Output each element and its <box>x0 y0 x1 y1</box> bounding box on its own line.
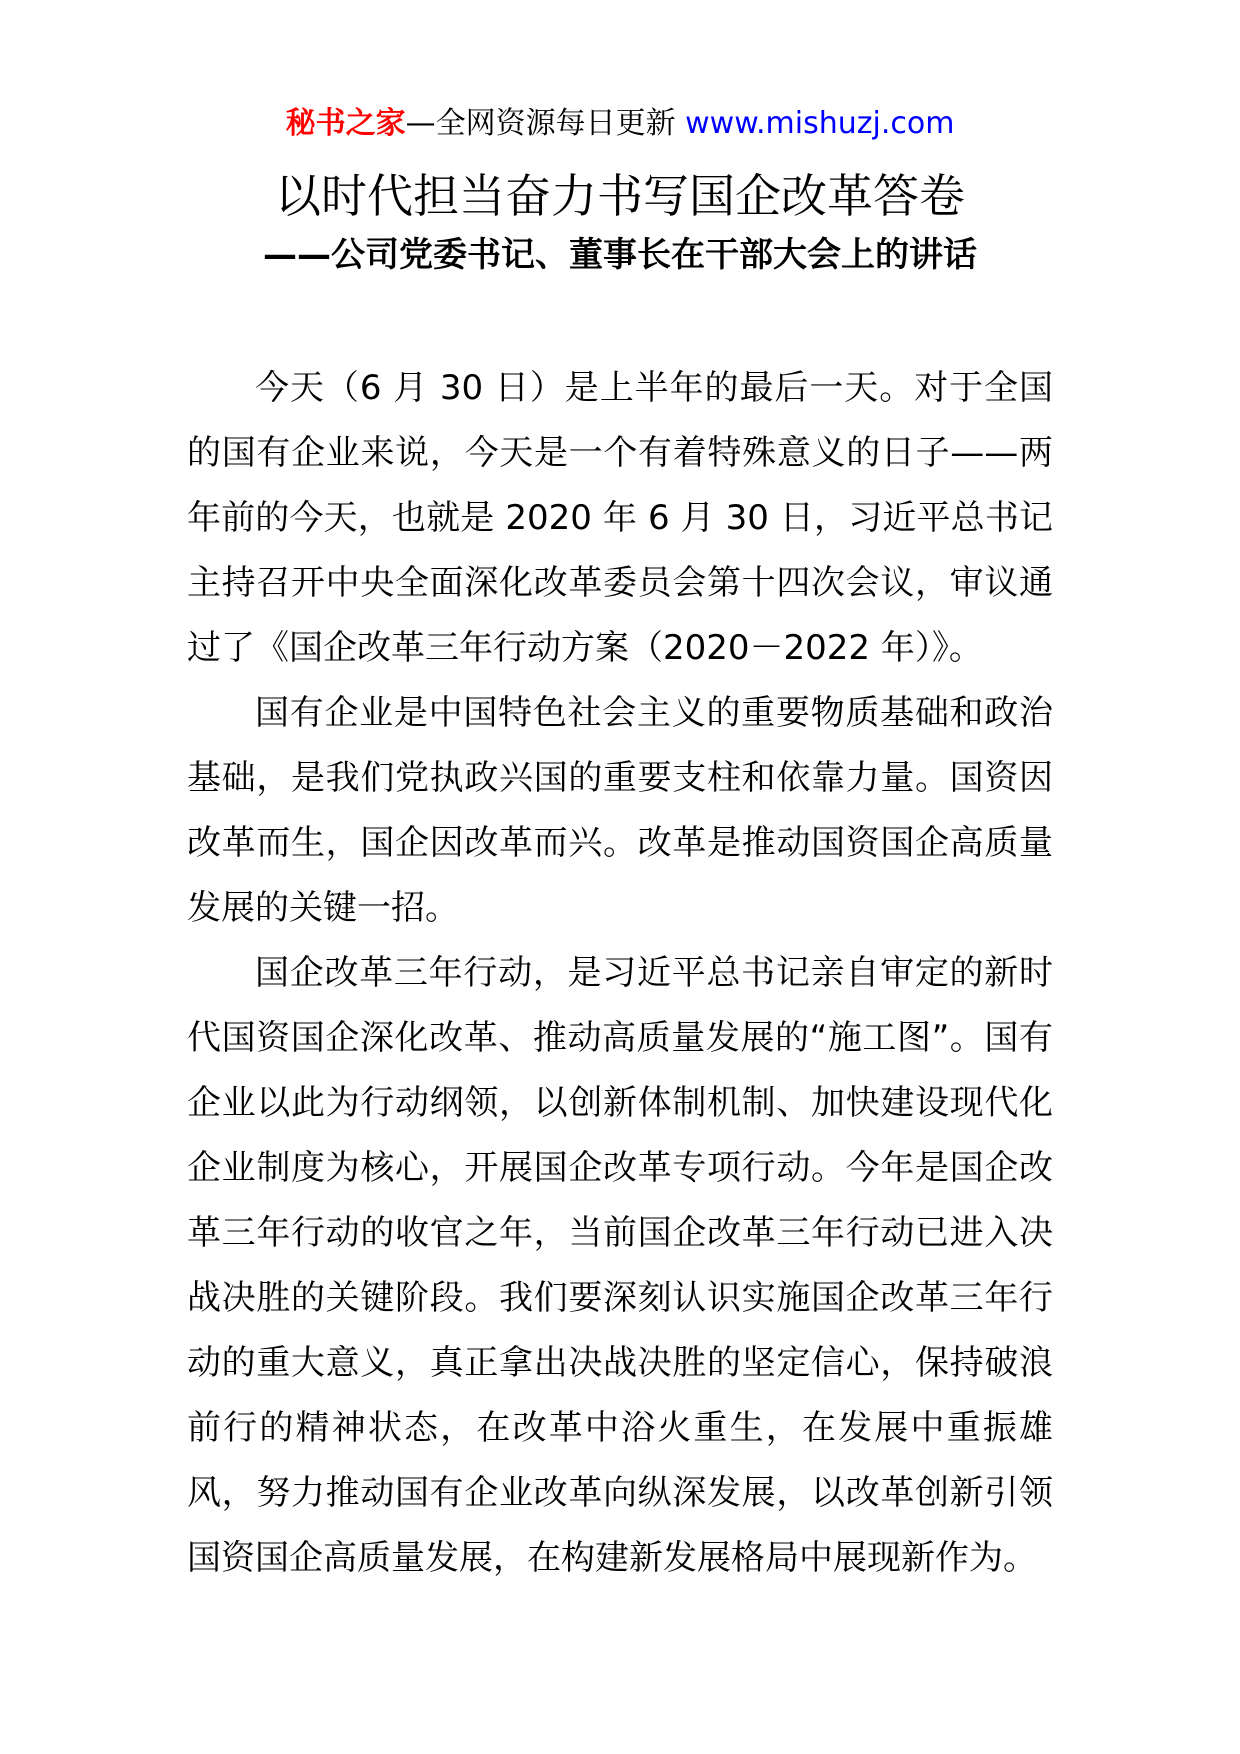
document-body <box>187 356 1053 1591</box>
body-paragraph-2: 国有企业是中国特色社会主义的重要物质基础和政治基础，是我们党执政兴国的重要支柱和依靠力量。国资因改革而生，国企因改革而兴。改革是推动国资国企高质量发展的关键一招。 <box>187 693 1053 928</box>
body-paragraph-3: 国企改革三年行动，是习近平总书记亲自审定的新时代国资国企深化改革、推动高质量发展的“施工图”。国有企业以此为行动纲领，以创新体制机制、加快建设现代化企业制度为核心，开展国企改革专项行动。今年是国企改革三年行动的收官之年，当前国企改革三年行动已进入决战决胜的关键阶段。我们要深刻认识实施国企改革三年行动的重大意义，真正拿出决战决胜的坚定信心，保持破浪前行的精神状态，在改革中浴火重生，在发展中重振雄风，努力推动国有企业改革向纵深发展，以改革创新引领国资国企高质量发展，在构建新发展格局中展现新作为。 <box>187 953 1053 1578</box>
site-tagline: —全网资源每日更新 <box>405 106 676 141</box>
site-url-link[interactable]: www.mishuzj.com <box>685 106 955 141</box>
site-brand: 秘书之家 <box>285 106 406 141</box>
document-subtitle: ——公司党委书记、董事长在干部大会上的讲话 <box>263 235 977 275</box>
document-title: 以时代担当奋力书写国企改革答卷 <box>275 169 965 223</box>
body-paragraph-1: 今天（6 月 30 日）是上半年的最后一天。对于全国的国有企业来说，今天是一个有着特殊意义的日子——两年前的今天，也就是 2020 年 6 月 30 日，习近平总书记主持召开中央全面深化改革委员会第十四次会议，审议通过了《国企改革三年行动方案（2020－2022 年）》。 <box>187 368 1053 668</box>
site-header <box>0 102 1240 146</box>
